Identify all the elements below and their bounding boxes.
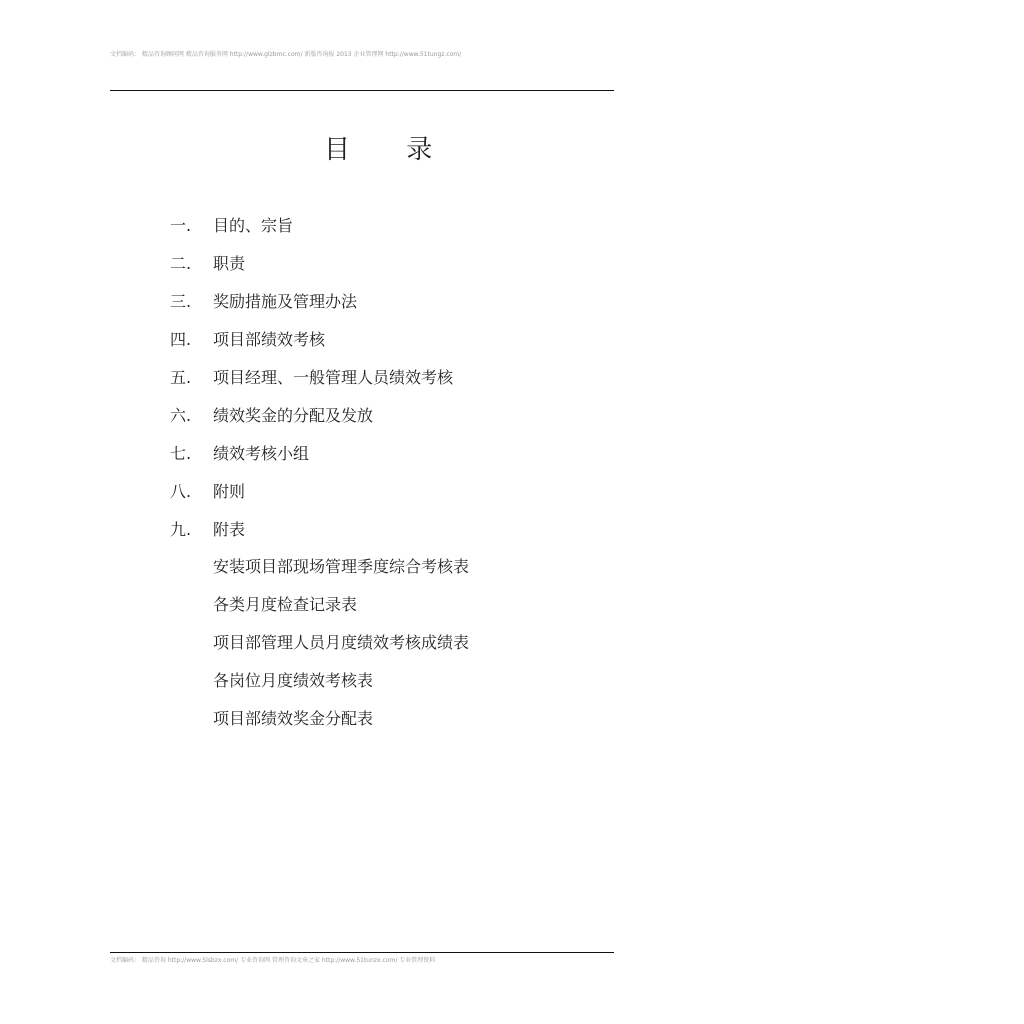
toc-item-text: 项目经理、一般管理人员绩效考核	[213, 368, 454, 387]
toc-item[interactable]	[170, 245, 453, 283]
appendix-table-list	[213, 548, 469, 738]
toc-item-text: 职责	[213, 254, 246, 273]
toc-item-number: 三.	[170, 292, 192, 311]
footer-divider	[110, 952, 614, 953]
toc-item-number: 八.	[170, 482, 192, 501]
toc-item-text: 附则	[213, 482, 246, 501]
toc-title: 目 录	[324, 135, 457, 165]
toc-item-number: 五.	[170, 368, 192, 387]
toc-item[interactable]	[170, 283, 453, 321]
toc-item[interactable]	[170, 207, 453, 245]
appendix-table-item[interactable]: 各类月度检查记录表	[213, 595, 358, 614]
toc-item-text: 项目部绩效考核	[213, 330, 326, 349]
footer-note: 文档编码： 精品咨询 http://www.5lsbzx.com/ 专业咨询网 管理咨询文章之家 http://www.51tunzx.com/ 专业管理资料	[110, 957, 436, 964]
toc-item-number: 一.	[170, 216, 192, 235]
toc-item[interactable]	[170, 473, 453, 511]
appendix-table-item[interactable]: 安装项目部现场管理季度综合考核表	[213, 557, 470, 576]
appendix-table-item[interactable]: 项目部管理人员月度绩效考核成绩表	[213, 633, 470, 652]
toc-item-number: 四.	[170, 330, 192, 349]
header-note: 文档编码： 精品咨询顾问网 精品咨询服务网 http://www.glzbmc.com/ 新版咨询报 2013 企业管理网 http://www.51tungz.com/	[110, 51, 462, 58]
appendix-table-item[interactable]: 各岗位月度绩效考核表	[213, 671, 374, 690]
toc-item-number: 七.	[170, 444, 192, 463]
toc-item-text: 附表	[213, 520, 246, 539]
toc-item[interactable]	[170, 321, 453, 359]
appendix-table-item[interactable]: 项目部绩效奖金分配表	[213, 709, 374, 728]
toc-item-text: 绩效奖金的分配及发放	[213, 406, 374, 425]
toc-item-text: 目的、宗旨	[213, 216, 294, 235]
toc-item[interactable]	[170, 435, 453, 473]
toc-item[interactable]	[170, 397, 453, 435]
toc-list	[170, 207, 453, 549]
toc-item-text: 绩效考核小组	[213, 444, 310, 463]
toc-item-number: 六.	[170, 406, 192, 425]
toc-item-number: 二.	[170, 254, 192, 273]
toc-item-number: 九.	[170, 520, 192, 539]
toc-item[interactable]	[170, 359, 453, 397]
header-divider	[110, 90, 614, 91]
toc-item-text: 奖励措施及管理办法	[213, 292, 358, 311]
toc-item[interactable]	[170, 511, 453, 549]
